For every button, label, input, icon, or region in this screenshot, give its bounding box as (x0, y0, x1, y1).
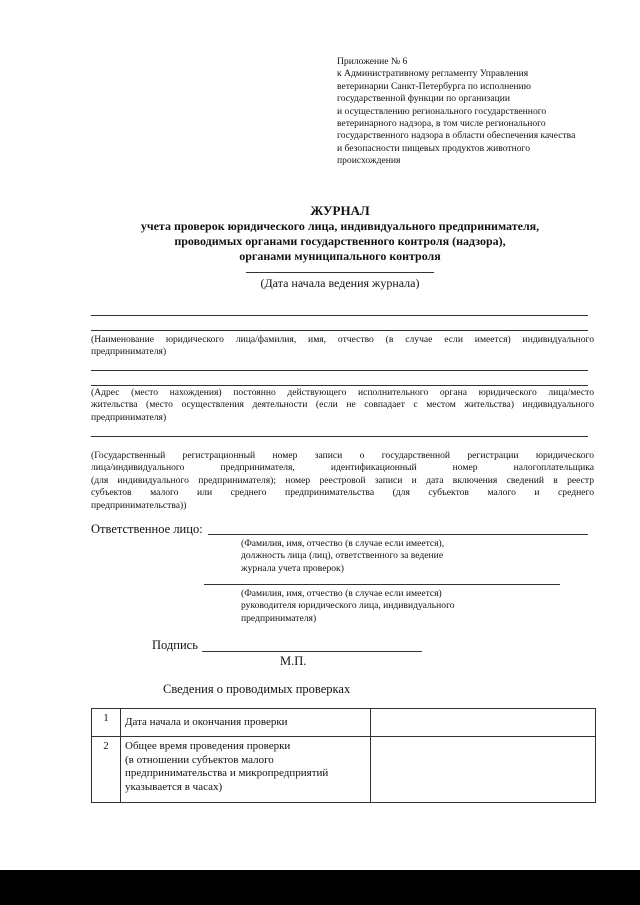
row-number: 1 (92, 709, 121, 737)
table-row (92, 737, 596, 803)
note-line: предпринимателя) (241, 612, 317, 624)
note-line: журнала учета проверок) (241, 562, 344, 574)
appendix-line: и осуществлению регионального государственного (337, 105, 547, 117)
name-note (91, 334, 594, 359)
responsible-label: Ответственное лицо: (91, 522, 203, 536)
stamp-label: М.П. (280, 654, 307, 668)
scan-bottom-border (0, 870, 640, 905)
appendix-block (337, 56, 627, 168)
responsible-note (241, 538, 541, 575)
appendix-line: государственной функции по организации (337, 93, 510, 105)
row-label-line: (в отношении субъектов малого (125, 753, 274, 766)
appendix-line: Приложение № 6 (337, 56, 408, 67)
appendix-line: к Административному регламенту Управления (337, 68, 529, 80)
start-date-line (246, 272, 434, 273)
note-line: (Фамилия, имя, отчество (в случае если имеется), (241, 538, 445, 549)
address-fill-line (91, 370, 588, 371)
row-value-cell[interactable] (371, 737, 596, 803)
note-line: субъектов малого или среднего предпринимательства (для субъектов малого и среднего (91, 487, 594, 499)
table-row (92, 709, 596, 737)
row-number: 2 (92, 737, 121, 803)
appendix-line: государственного надзора в области обеспечения качества (337, 130, 576, 142)
journal-subtitle (40, 219, 640, 264)
note-line: лица/индивидуального предпринимателя, идентификационный номер налогоплательщика (91, 462, 594, 474)
appendix-line: ветеринарии Санкт-Петербурга по исполнению (337, 80, 531, 92)
row-label (121, 737, 371, 803)
row-label-line: Дата начала и окончания проверки (125, 715, 288, 728)
note-line: предпринимателя) (91, 411, 167, 423)
subtitle-line: учета проверок юридического лица, индивидуального предпринимателя, (140, 219, 540, 233)
signature-fill-line (202, 651, 422, 652)
note-line: предпринимателя) (91, 346, 167, 358)
note-line: должность лица (лиц), ответственного за ведение (241, 550, 444, 562)
subtitle-line: проводимых органами государственного контроля (надзора), (174, 234, 506, 248)
registration-fill-line (91, 436, 588, 437)
journal-title: ЖУРНАЛ (310, 203, 370, 218)
note-line: (Наименование юридического лица/фамилия, имя, отчество (в случае если имеется) индивидуального (91, 334, 594, 345)
registration-note (91, 450, 594, 512)
name-fill-line (91, 330, 588, 331)
inspections-table (91, 708, 596, 803)
note-line: (Государственный регистрационный номер записи о государственной регистрации юридического (91, 450, 594, 461)
appendix-line: происхождения (337, 155, 401, 167)
name-fill-line (91, 315, 588, 316)
note-line: (Фамилия, имя, отчество (в случае если имеется) (241, 588, 442, 599)
row-label (121, 709, 371, 737)
start-date-caption: (Дата начала ведения журнала) (260, 276, 420, 290)
appendix-line: и безопасности пищевых продуктов животного (337, 142, 531, 154)
appendix-line: ветеринарного надзора, в том числе регионального (337, 118, 546, 130)
address-fill-line (91, 385, 588, 386)
inspections-heading: Сведения о проводимых проверках (163, 682, 351, 696)
head-note (241, 588, 541, 625)
note-line: (Адрес (место нахождения) постоянно действующего исполнительного органа юридического лица/место (91, 387, 594, 398)
row-label-line: Общее время проведения проверки (125, 740, 291, 752)
note-line: предпринимательства)) (91, 499, 187, 511)
row-label-line: предпринимательства и микропредприятий (125, 767, 329, 780)
row-label-line: указывается в часах) (125, 780, 223, 793)
head-fill-line (204, 584, 560, 585)
note-line: руководителя юридического лица, индивидуального (241, 600, 455, 612)
responsible-fill-line (208, 534, 588, 535)
note-line: жительства (место осуществления деятельности (если не совпадает с местом жительства) индивидуального (91, 399, 594, 411)
subtitle-line: органами муниципального контроля (239, 249, 441, 263)
row-value-cell[interactable] (371, 709, 596, 737)
signature-label: Подпись (152, 638, 198, 652)
note-line: (для индивидуального предпринимателя); номер реестровой записи и дата включения сведений в реестр (91, 474, 594, 486)
address-note (91, 387, 594, 424)
